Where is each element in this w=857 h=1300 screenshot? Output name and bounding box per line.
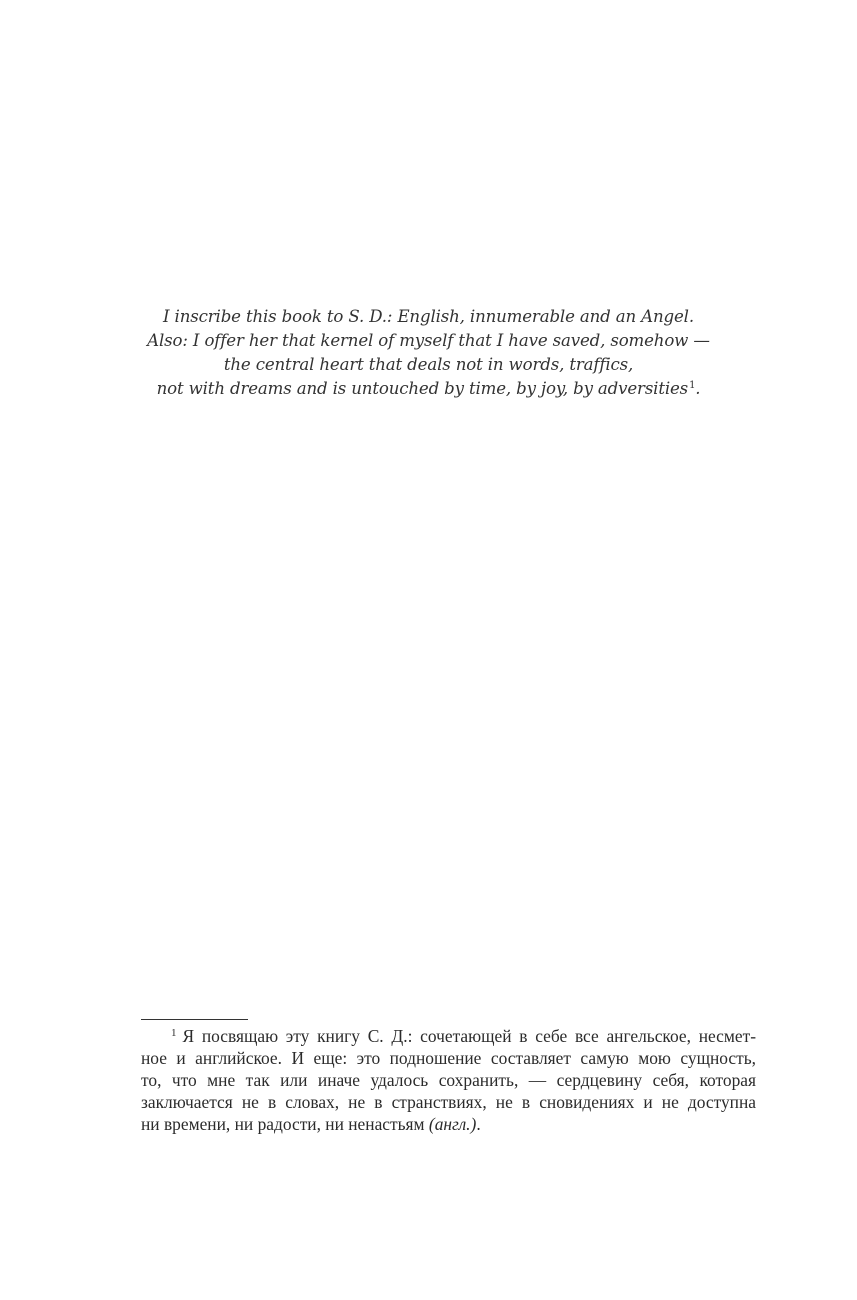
footnote-line-text: ни времени, ни радости, ни ненастьям	[141, 1114, 425, 1134]
footnote-mark: 1	[171, 1027, 177, 1039]
footnote-reference[interactable]: 1	[689, 380, 696, 391]
footnote-end-punctuation: .	[476, 1114, 481, 1134]
dedication-line: Also: I offer her that kernel of myself that I have saved, somehow —	[147, 331, 710, 350]
dedication-line: the central heart that deals not in words, traffics,	[223, 355, 634, 374]
footnote	[141, 1025, 756, 1135]
dedication-end-punctuation: .	[695, 379, 701, 398]
footnote-line: заключается не в словах, не в странствиях, не в сновидениях и не доступна	[141, 1092, 756, 1112]
footnote-line: то, что мне так или иначе удалось сохранить, — сердцевину себя, которая	[141, 1070, 756, 1090]
footnote-line-last	[141, 1113, 756, 1135]
footnote-line	[141, 1025, 756, 1047]
footnote-language-note: (англ.)	[428, 1114, 477, 1134]
dedication-line-last	[0, 377, 857, 401]
footnote-separator-rule	[141, 1019, 248, 1020]
dedication-line-text: not with dreams and is untouched by time, by joy, by adversities	[156, 379, 689, 398]
footnote-line-text: Я посвящаю эту книгу С. Д.: сочетающей в себе все ангельское, несмет-	[182, 1026, 756, 1046]
dedication-line: I inscribe this book to S. D.: English, innumerable and an Angel.	[163, 307, 694, 326]
dedication-epigraph	[0, 305, 857, 401]
footnote-line: ное и английское. И еще: это подношение составляет самую мою сущность,	[141, 1048, 756, 1068]
